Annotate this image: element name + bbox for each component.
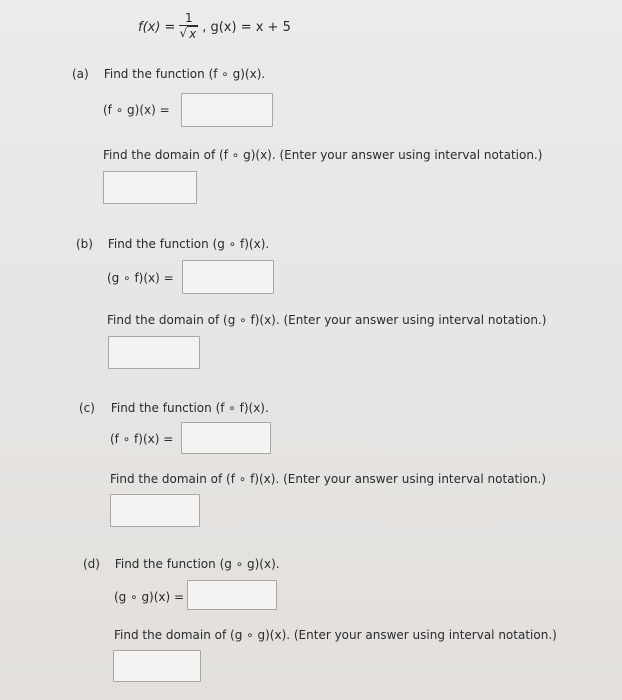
part-b-prompt (76, 237, 269, 251)
part-a-domain-prompt: Find the domain of (f ∘ g)(x). (Enter your answer using interval notation.) (103, 148, 543, 162)
part-a-function-input[interactable] (181, 93, 273, 127)
part-c-domain-input[interactable] (110, 494, 200, 527)
part-a-domain-input[interactable] (103, 171, 197, 204)
f-definition-lhs: f(x) = (138, 19, 176, 35)
part-b-domain-prompt: Find the domain of (g ∘ f)(x). (Enter your answer using interval notation.) (107, 313, 547, 327)
square-root (179, 26, 198, 42)
part-label: (c) (79, 401, 95, 415)
part-c-expression-label: (f ∘ f)(x) = (110, 432, 174, 446)
part-d-domain-prompt: Find the domain of (g ∘ g)(x). (Enter your answer using interval notation.) (114, 628, 557, 642)
part-c-domain-prompt: Find the domain of (f ∘ f)(x). (Enter your answer using interval notation.) (110, 472, 547, 486)
radical-sign: √ (179, 26, 188, 40)
part-d-prompt (83, 557, 280, 571)
part-d-expression-label: (g ∘ g)(x) = (114, 590, 185, 604)
find-function-text: Find the function (f ∘ g)(x). (103, 67, 266, 81)
fraction-numerator: 1 (185, 11, 193, 25)
part-b-expression-label: (g ∘ f)(x) = (107, 271, 174, 285)
find-function-text: Find the function (g ∘ g)(x). (114, 557, 280, 571)
part-c-function-input[interactable] (181, 422, 271, 454)
part-label: (a) (72, 67, 89, 81)
part-label: (d) (83, 557, 100, 571)
fraction (179, 12, 198, 42)
part-a-expression-label: (f ∘ g)(x) = (103, 103, 170, 117)
part-d-domain-input[interactable] (113, 650, 201, 682)
part-b-function-input[interactable] (182, 260, 274, 294)
part-c-prompt (79, 401, 269, 415)
part-a-prompt (72, 67, 265, 81)
part-label: (b) (76, 237, 93, 251)
function-definitions (138, 12, 291, 42)
g-definition: , g(x) = x + 5 (202, 19, 291, 35)
find-function-text: Find the function (g ∘ f)(x). (107, 237, 270, 251)
part-d-function-input[interactable] (187, 580, 277, 610)
find-function-text: Find the function (f ∘ f)(x). (110, 401, 269, 415)
radicand: x (189, 27, 197, 41)
part-b-domain-input[interactable] (108, 336, 200, 369)
